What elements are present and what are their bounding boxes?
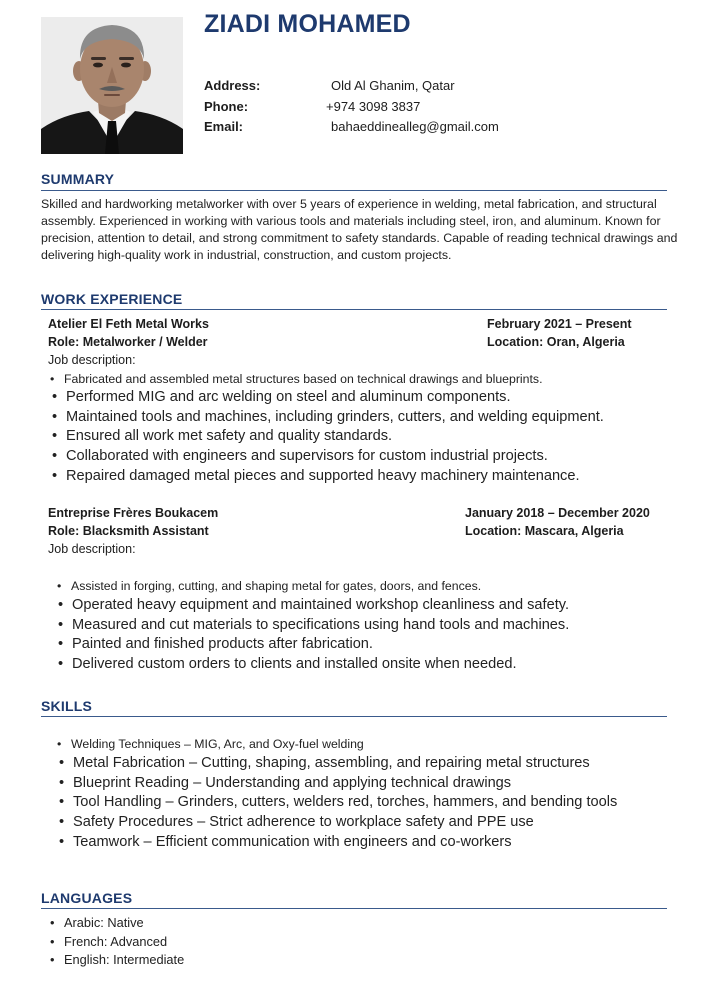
language-item: • French: Advanced: [48, 933, 184, 952]
skills-list: [57, 754, 617, 852]
portrait-image: [41, 17, 183, 154]
phone-row: [204, 99, 604, 120]
skill-item: • Welding Techniques – MIG, Arc, and Oxy-fuel welding: [55, 735, 364, 754]
job-company: Entreprise Frères Boukacem: [48, 506, 219, 520]
list-item: • Painted and finished products after fabrication.: [56, 635, 569, 655]
list-item: • Operated heavy equipment and maintained workshop cleanliness and safety.: [56, 596, 569, 616]
skill-item: • Tool Handling – Grinders, cutters, welders red, torches, hammers, and bending tools: [57, 793, 617, 813]
list-item: • Performed MIG and arc welding on steel and aluminum components.: [50, 388, 604, 408]
phone-label: Phone:: [204, 98, 249, 114]
skill-item: • Safety Procedures – Strict adherence to workplace safety and PPE use: [57, 813, 617, 833]
job-bullets: [50, 388, 604, 486]
email-label: Email:: [204, 119, 244, 134]
languages-divider: [41, 908, 667, 909]
experience-heading: WORK EXPERIENCE: [41, 291, 183, 307]
list-item: • Ensured all work met safety and quality standards.: [50, 427, 604, 447]
summary-heading: SUMMARY: [41, 171, 115, 187]
list-item: • Fabricated and assembled metal structures based on technical drawings and blueprints.: [48, 370, 542, 389]
job-location: Location: Mascara, Algeria: [465, 524, 624, 538]
list-item: • Measured and cut materials to specifications using hand tools and machines.: [56, 616, 569, 636]
list-item: • Maintained tools and machines, including grinders, cutters, and welding equipment.: [50, 408, 604, 428]
email-value: bahaeddinealleg@gmail.com: [331, 119, 499, 134]
skills-divider: [41, 716, 667, 717]
list-item: • Delivered custom orders to clients and installed onsite when needed.: [56, 655, 569, 675]
profile-photo: [41, 17, 183, 154]
list-item: • Collaborated with engineers and supervisors for custom industrial projects.: [50, 447, 604, 467]
address-label: Address:: [204, 78, 261, 93]
summary-divider: [41, 190, 667, 191]
skill-item: • Blueprint Reading – Understanding and applying technical drawings: [57, 774, 617, 794]
summary-text: Skilled and hardworking metalworker with over 5 years of experience in welding, metal fabrication, and structural assembly. Experienced in working with various tools and materials including steel, iron, and aluminum. Known for precision, attention to detail, and strong commitment to safety standards. Capable of reading technical drawings and delivering high-quality work in industrial, construction, and custom projects.: [41, 197, 678, 262]
experience-divider: [41, 309, 667, 310]
skill-item: • Metal Fabrication – Cutting, shaping, assembling, and repairing metal structures: [57, 754, 617, 774]
address-value: Old Al Ghanim, Qatar: [331, 78, 455, 93]
job-bullets-first: [48, 370, 542, 389]
skills-list-first: [55, 735, 364, 754]
list-item: • Repaired damaged metal pieces and supported heavy machinery maintenance.: [50, 467, 604, 487]
job-location: Location: Oran, Algeria: [487, 335, 625, 349]
contact-block: [204, 78, 604, 140]
job-role: Role: Blacksmith Assistant: [48, 524, 209, 538]
email-row: [204, 119, 604, 140]
language-item: • Arabic: Native: [48, 914, 184, 933]
job-dates: February 2021 – Present: [487, 317, 632, 331]
address-row: [204, 78, 604, 99]
job-description-label: Job description:: [48, 542, 136, 556]
job-company: Atelier El Feth Metal Works: [48, 317, 209, 331]
skills-heading: SKILLS: [41, 698, 92, 714]
job-dates: January 2018 – December 2020: [465, 506, 650, 520]
job-role: Role: Metalworker / Welder: [48, 335, 208, 349]
list-item: • Assisted in forging, cutting, and shaping metal for gates, doors, and fences.: [55, 577, 481, 596]
language-item: • English: Intermediate: [48, 951, 184, 970]
skill-item: • Teamwork – Efficient communication with engineers and co-workers: [57, 833, 617, 853]
phone-value: +974 3098 3837: [326, 98, 421, 114]
languages-list: [48, 914, 184, 970]
languages-heading: LANGUAGES: [41, 890, 133, 906]
job-description-label: Job description:: [48, 353, 136, 367]
job-bullets-first: [55, 577, 481, 596]
candidate-name: ZIADI MOHAMED: [204, 10, 411, 38]
job-bullets: [56, 596, 569, 675]
